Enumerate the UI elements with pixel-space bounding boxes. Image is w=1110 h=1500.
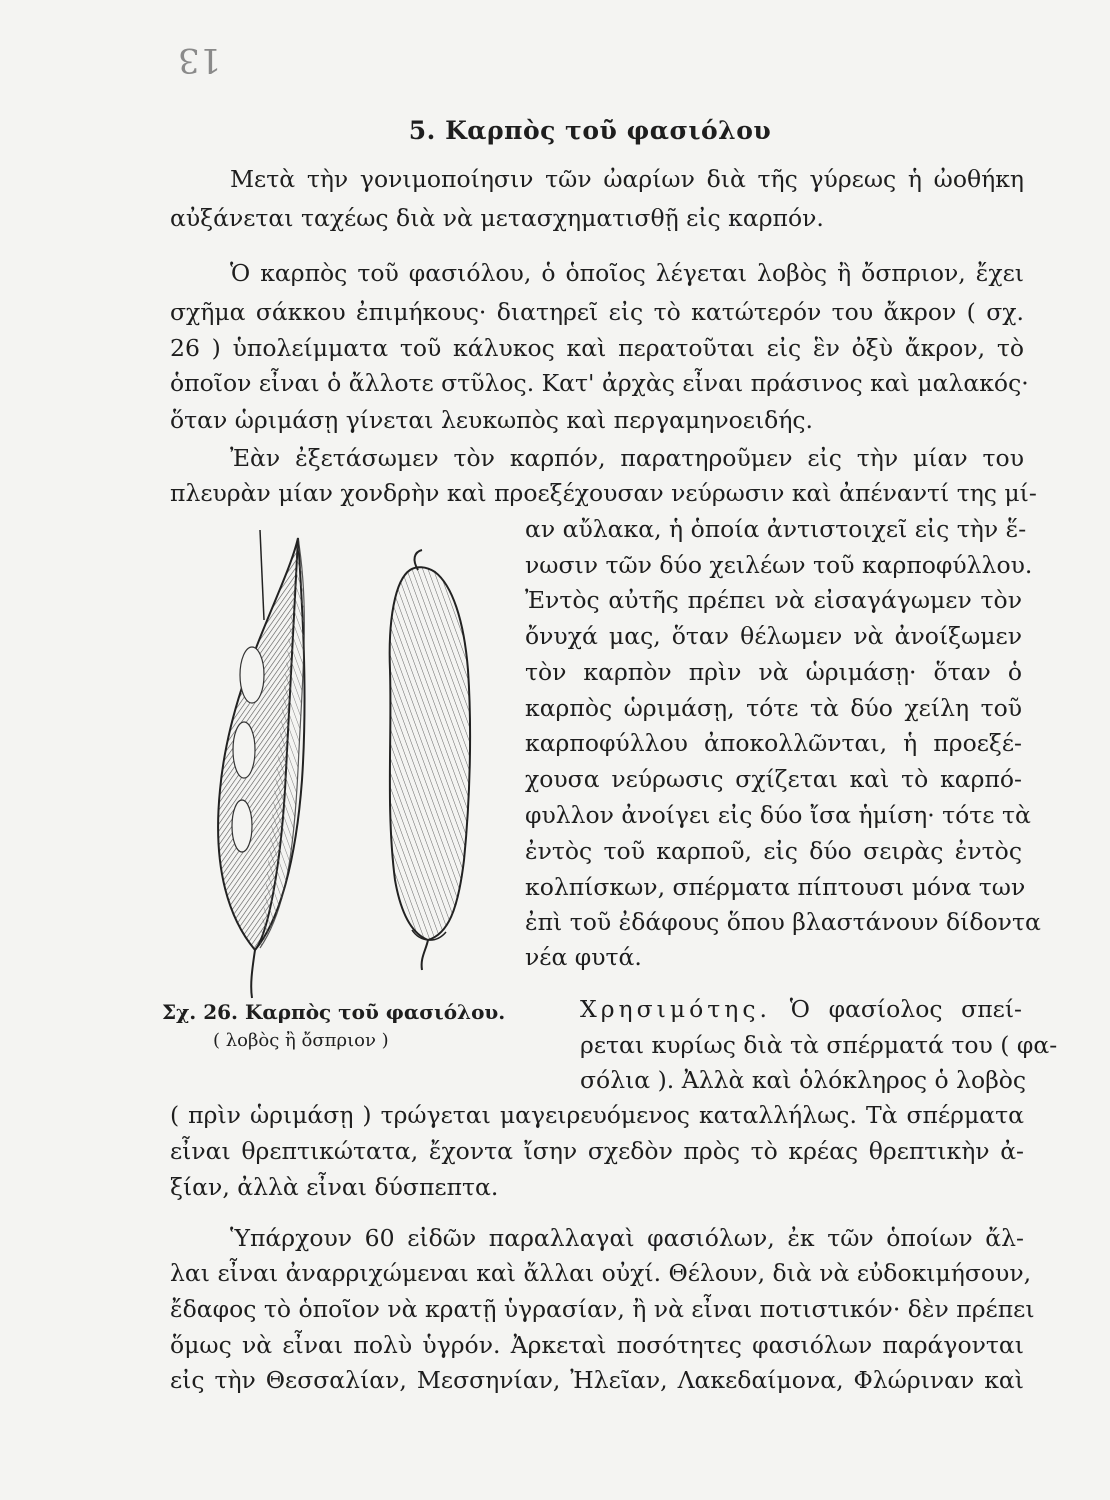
text-line: χουσα νεύρωσις σχίζεται καὶ τὸ καρπό- [525, 765, 1022, 793]
text-line: εἶναι θρεπτικώτατα, ἔχοντα ἴσην σχεδὸν πρὸς τὸ κρέας θρεπτικὴν ἀ- [170, 1137, 1024, 1165]
text-line: ρεται κυρίως διὰ τὰ σπέρματά του ( φα- [580, 1031, 1058, 1059]
text-line: Μετὰ τὴν γονιμοποίησιν τῶν ὠαρίων διὰ τῆς γύρεως ἡ ὠοθήκη [230, 165, 1024, 193]
text-line: νωσιν τῶν δύο χειλέων τοῦ καρποφύλλου. [525, 551, 1033, 579]
text-line: Ἐντὸς αὐτῆς πρέπει νὰ εἰσαγάγωμεν τὸν [525, 586, 1022, 614]
figure-caption-title: Σχ. 26. Καρπὸς τοῦ φασιόλου. [162, 1000, 506, 1024]
text-line: καρπὸς ὡριμάσῃ, τότε τὰ δύο χείλη τοῦ [525, 694, 1022, 722]
text-line: ὅταν ὡριμάσῃ γίνεται λευκωπὸς καὶ περγαμηνοειδής. [170, 406, 814, 434]
text-line: τὸν καρπὸν πρὶν νὰ ὡριμάσῃ· ὅταν ὁ [525, 658, 1022, 686]
text-line: ὄνυχά μας, ὅταν θέλωμεν νὰ ἀνοίξωμεν [525, 622, 1022, 650]
usefulness-heading: Χρησιμότης. [580, 995, 772, 1023]
text-line: πλευρὰν μίαν χονδρὴν καὶ προεξέχουσαν νεύρωσιν καὶ ἀπέναντί της μί- [170, 479, 1037, 507]
text-line: εἰς τὴν Θεσσαλίαν, Μεσσηνίαν, Ἠλεῖαν, Λακεδαίμονα, Φλώριναν καὶ [170, 1366, 1024, 1394]
text-line: ξίαν, ἀλλὰ εἶναι δύσπεπτα. [170, 1173, 499, 1201]
text-line: αὐξάνεται ταχέως διὰ νὰ μετασχηματισθῇ εἰς καρπόν. [170, 204, 824, 232]
text-line: ἐντὸς τοῦ καρποῦ, εἰς δύο σειρὰς ἐντὸς [525, 837, 1022, 865]
page-number: 13 [178, 40, 222, 80]
text-line: κολπίσκων, σπέρματα πίπτουσι μόνα των [525, 873, 1026, 901]
text-line: νέα φυτά. [525, 943, 642, 971]
usefulness-first-line [580, 995, 1022, 1023]
section-title: 5. Καρπὸς τοῦ φασιόλου [408, 116, 772, 145]
closed-pod-drawing [390, 550, 470, 970]
text-line: Ἐὰν ἐξετάσωμεν τὸν καρπόν, παρατηροῦμεν εἰς τὴν μίαν του [230, 444, 1024, 472]
text-line: Ὑπάρχουν 60 εἰδῶν παραλλαγαὶ φασιόλων, ἐκ τῶν ὁποίων ἄλ- [230, 1224, 1024, 1252]
text-line: αν αὔλακα, ἡ ὁποία ἀντιστοιχεῖ εἰς τὴν ἕ- [525, 515, 1027, 543]
text-line: σχῆμα σάκκου ἐπιμήκους· διατηρεῖ εἰς τὸ κατώτερόν του ἄκρον ( σχ. [170, 298, 1024, 326]
open-pod-drawing [218, 530, 304, 998]
text-line: ὁποῖον εἶναι ὁ ἄλλοτε στῦλος. Κατ' ἀρχὰς εἶναι πράσινος καὶ μαλακός· [170, 369, 1029, 397]
text-line: ἐπὶ τοῦ ἐδάφους ὅπου βλαστάνουν δίδοντα [525, 908, 1041, 936]
text-line: καρποφύλλου ἀποκολλῶνται, ἡ προεξέ- [525, 729, 1022, 757]
text-line: 26 ) ὑπολείμματα τοῦ κάλυκος καὶ περατοῦται εἰς ἓν ὀξὺ ἄκρον, τὸ [170, 334, 1024, 362]
text-line: φυλλον ἀνοίγει εἰς δύο ἴσα ἡμίση· τότε τὰ [525, 801, 1031, 829]
text-line: ( πρὶν ὡριμάσῃ ) τρώγεται μαγειρευόμενος καταλλήλως. Τὰ σπέρματα [170, 1101, 1024, 1129]
text-line: σόλια ). Ἀλλὰ καὶ ὁλόκληρος ὁ λοβὸς [580, 1066, 1027, 1094]
text-line: ὅμως νὰ εἶναι πολὺ ὑγρόν. Ἀρκεταὶ ποσότητες φασιόλων παράγονται [170, 1331, 1024, 1359]
figure-caption-subtitle: ( λοβὸς ἢ ὄσπριον ) [213, 1030, 389, 1051]
text-line: ἔδαφος τὸ ὁποῖον νὰ κρατῇ ὑγρασίαν, ἢ νὰ εἶναι ποτιστικόν· δὲν πρέπει [170, 1295, 1035, 1323]
usefulness-first-text: Ὁ φασίολος σπεί- [789, 995, 1022, 1023]
text-line: Ὁ καρπὸς τοῦ φασιόλου, ὁ ὁποῖος λέγεται λοβὸς ἢ ὄσπριον, ἔχει [230, 259, 1024, 287]
bean-pod-illustration [190, 530, 520, 1000]
text-line: λαι εἶναι ἀναρριχώμεναι καὶ ἄλλαι οὐχί. Θέλουν, διὰ νὰ εὐδοκιμήσουν, [170, 1259, 1032, 1287]
